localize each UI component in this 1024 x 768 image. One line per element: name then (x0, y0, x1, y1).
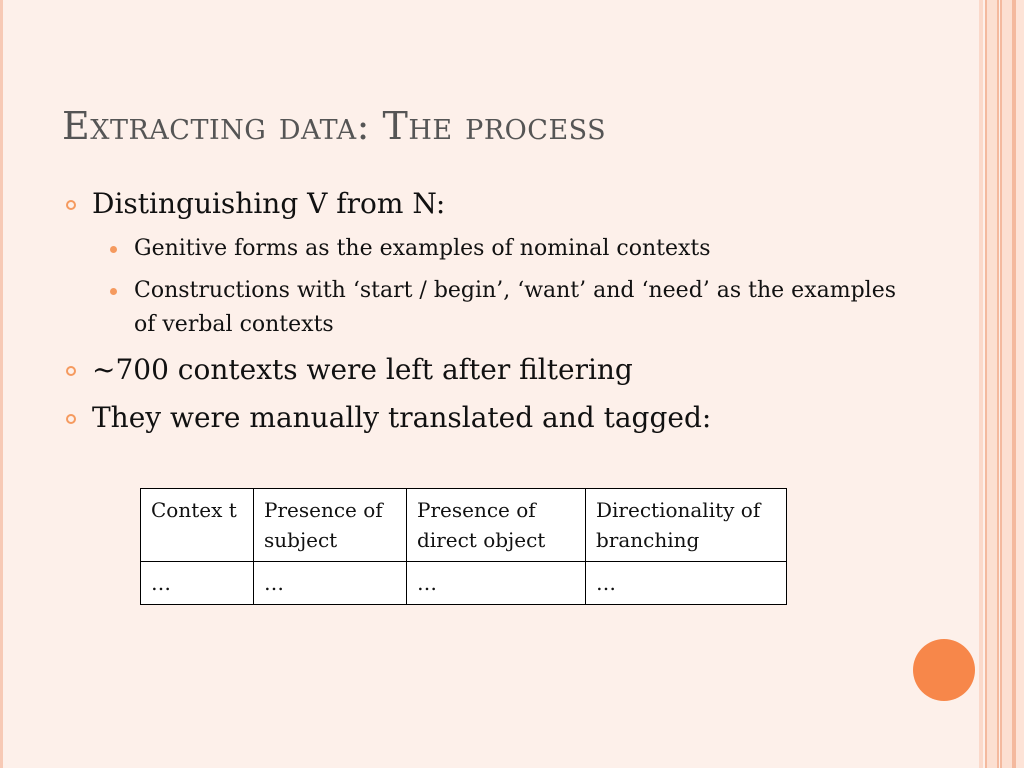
sub-bullet-text: Genitive forms as the examples of nominal contexts (134, 236, 711, 261)
table-header-cell: Directionality of branching (586, 489, 787, 562)
bullet-text: They were manually translated and tagged: (92, 401, 712, 434)
sub-bullet-item (62, 232, 922, 266)
sub-bullet-list (62, 232, 922, 342)
left-border-stripe (0, 0, 3, 768)
table-header-row (141, 489, 787, 562)
bullet-item (62, 184, 922, 224)
table-row (141, 562, 787, 605)
slide-title: Extracting data: The process (62, 104, 607, 148)
table-cell: … (586, 562, 787, 605)
table-header-cell: Presence of subject (254, 489, 407, 562)
bullet-item (62, 350, 922, 390)
decorative-circle-icon (913, 639, 975, 701)
ring-bullet-icon (66, 200, 76, 210)
right-border-stripe-2 (985, 0, 999, 768)
dot-bullet-icon (110, 246, 117, 253)
right-border-stripe-3 (1000, 0, 1014, 768)
ring-bullet-icon (66, 366, 76, 376)
tagging-table (140, 488, 787, 605)
ring-bullet-icon (66, 414, 76, 424)
bullet-item (62, 398, 922, 438)
table-cell: … (141, 562, 254, 605)
dot-bullet-icon (110, 288, 117, 295)
sub-bullet-text: Constructions with ‘start / begin’, ‘want’ and ‘need’ as the examples of verbal contexts (134, 278, 897, 337)
right-border-stripe-4 (1014, 0, 1024, 768)
table-cell: … (254, 562, 407, 605)
right-border-stripe-1 (979, 0, 983, 768)
tagging-table-container (140, 488, 787, 605)
table-cell: … (407, 562, 586, 605)
bullet-text: ~700 contexts were left after filtering (92, 353, 633, 386)
table-header-cell: Contex t (141, 489, 254, 562)
bullet-text: Distinguishing V from N: (92, 187, 446, 220)
table-header-cell: Presence of direct object (407, 489, 586, 562)
sub-bullet-item (62, 274, 922, 342)
bullet-list (62, 184, 922, 446)
